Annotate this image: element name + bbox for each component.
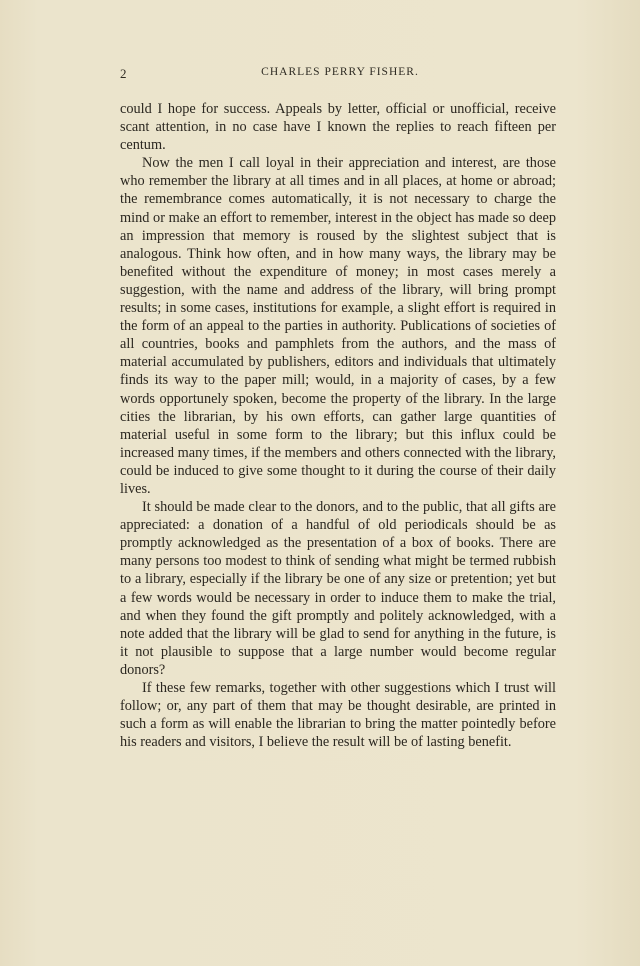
page-number: 2 [120,66,127,81]
page-header [120,66,560,84]
paragraph-2: Now the men I call loyal in their appreciation and interest, are those who remember the library at all times and in all places, at home or abroad; the remembrance comes automatically, it is not necessary to charge the mind or make an effort to remember, interest in the object has made so deep an impression that memory is roused by the slightest subject that is analogous. Think how often, and in how many ways, the library may be benefited without the expenditure of money; in most cases merely a suggestion, with the name and address of the library, will bring prompt results; in some cases, institutions for example, a slight effort is required in the form of an appeal to the parties in authority. Publications of societies of all countries, books and pamphlets from the authors, and the mass of material accumulated by publishers, editors and individuals that ultimately finds its way to the paper mill; would, in a majority of cases, by a few words opportunely spoken, become the property of the library. In the large cities the librarian, by his own efforts, can gather large quantities of material useful in some form to the library; but this influx could be increased many times, if the members and others connected with the library, could be induced to give some thought to it during the course of their daily lives. [120,155,556,497]
body-text [120,100,556,751]
paragraph-1: could I hope for success. Appeals by letter, official or unofficial, receive scant attention, in no case have I known the replies to reach fifteen per centum. [120,101,556,154]
paragraph-4: If these few remarks, together with other suggestions which I trust will follow; or, any part of them that may be thought desirable, are printed in such a form as will enable the librarian to bring the matter pointedly before his readers and visitors, I believe the result will be of lasting benefit. [120,680,556,751]
paragraph-3: It should be made clear to the donors, and to the public, that all gifts are appreciated: a donation of a handful of old periodicals should be as promptly acknowledged as the presentation of a box of books. There are many persons too modest to think of sending what might be termed rubbish to a library, especially if the library be one of any size or pretention; yet but a few words would be necessary in order to induce them to make the trial, and when they found the gift promptly and politely acknowledged, with a note added that the library will be glad to send for anything in the future, is it not plausible to suppose that a large number would become regular donors? [120,499,556,678]
running-head: CHARLES PERRY FISHER. [261,66,419,78]
